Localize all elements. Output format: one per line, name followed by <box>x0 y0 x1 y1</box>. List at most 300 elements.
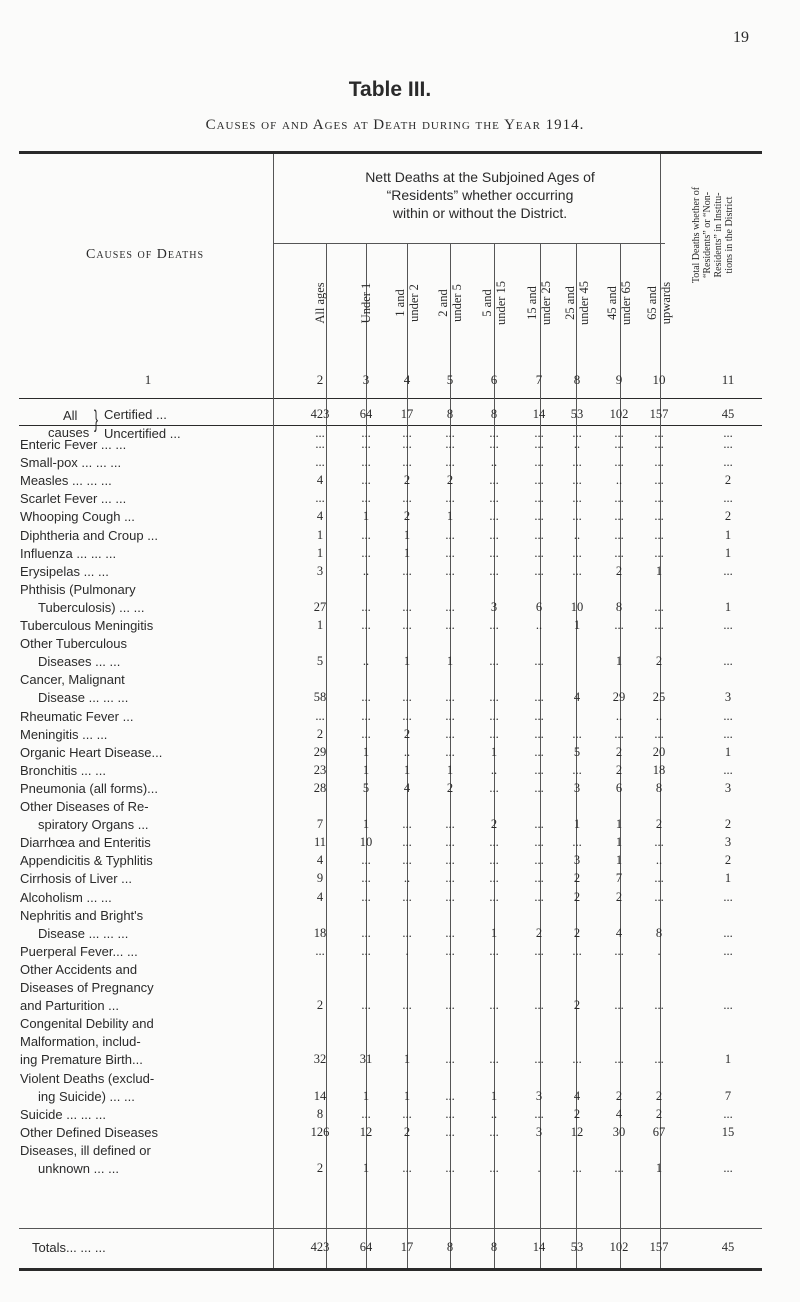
table-cell: ... <box>489 437 499 451</box>
table-cell: 14 <box>313 1088 327 1103</box>
table-cell: 1 <box>362 762 370 777</box>
table-cell: ... <box>534 871 544 886</box>
table-cell: 1 <box>724 527 732 542</box>
table-cell: .. <box>535 618 543 632</box>
row-label: Alcoholism ... ... <box>20 889 112 905</box>
age-column-header-line: All ages <box>313 282 327 324</box>
table-cell: 4 <box>573 1088 581 1103</box>
table-cell: ... <box>489 871 499 886</box>
table-cell: 23 <box>313 762 327 777</box>
table-cell: ... <box>445 1124 455 1139</box>
table-cell: ... <box>723 1161 733 1175</box>
table-cell: 3 <box>724 780 732 795</box>
table-cell: ... <box>723 925 733 940</box>
table-cell: ... <box>445 708 455 723</box>
table-cell: ... <box>361 426 371 440</box>
table-cell: 2 <box>724 817 732 832</box>
table-cell: ... <box>402 998 412 1013</box>
table-cell: .. <box>362 654 370 669</box>
column-number: 9 <box>615 372 623 387</box>
table-cell: 1 <box>615 654 623 669</box>
table-cell: 1 <box>362 1088 370 1103</box>
table-cell: ... <box>654 618 664 632</box>
row-label: Other Defined Diseases <box>20 1124 159 1140</box>
row-label: ing Premature Birth... <box>20 1052 143 1068</box>
table-cell: ... <box>489 1124 499 1139</box>
table-cell: ... <box>614 509 624 524</box>
table-cell: 1 <box>316 618 324 632</box>
table-cell: ... <box>445 491 455 506</box>
table-cell: ... <box>445 817 455 832</box>
table-cell: 2 <box>615 744 623 759</box>
table-cell: .. <box>573 437 581 451</box>
table-cell: ... <box>445 943 455 958</box>
table-cell: ... <box>534 491 544 506</box>
table-cell: 10 <box>570 599 584 614</box>
column-number: 5 <box>446 372 454 387</box>
row-label: Disease ... ... ... <box>38 925 129 941</box>
totals-cell: 423 <box>310 1240 330 1254</box>
table-cell: ... <box>723 1106 733 1121</box>
table-cell: ... <box>534 744 544 759</box>
table-cell: 31 <box>359 1052 373 1067</box>
table-cell: ... <box>723 998 733 1013</box>
table-cell: ... <box>489 545 499 560</box>
column-divider <box>273 154 274 1268</box>
table-cell: ... <box>534 1052 544 1067</box>
table-cell: 1 <box>446 654 454 669</box>
table-cell: ... <box>572 1052 582 1067</box>
table-cell: ... <box>361 943 371 958</box>
table-cell: 1 <box>615 853 623 868</box>
row-label: Disease ... ... ... <box>38 690 129 706</box>
table-cell: ... <box>534 708 544 723</box>
table-cell: ... <box>723 437 733 451</box>
table-cell: ... <box>445 1052 455 1067</box>
bottom-rule <box>19 1268 762 1271</box>
table-cell: ... <box>723 943 733 958</box>
table-cell: ... <box>534 998 544 1013</box>
table-cell: ... <box>614 943 624 958</box>
table-cell: ... <box>654 491 664 506</box>
table-cell: ... <box>402 817 412 832</box>
table-cell: 28 <box>313 780 327 795</box>
page-number: 19 <box>733 29 749 46</box>
table-cell: 2 <box>655 1106 663 1121</box>
table-cell: ... <box>445 437 455 451</box>
table-cell: 17 <box>400 407 414 421</box>
age-column-header-line: under 65 <box>619 280 633 326</box>
table-cell: ... <box>445 835 455 850</box>
table-cell: ... <box>614 455 624 470</box>
age-column-header <box>480 243 508 363</box>
table-cell: 2 <box>446 473 454 488</box>
table-cell: ... <box>361 708 371 723</box>
table-cell: ... <box>654 599 664 614</box>
table-cell: 6 <box>535 599 543 614</box>
row-label: Violent Deaths (exclud- <box>20 1070 155 1086</box>
row-label: Rheumatic Fever ... <box>20 708 134 724</box>
row-label: Scarlet Fever ... ... <box>20 491 127 507</box>
table-cell: 2 <box>316 998 324 1013</box>
column-number: 1 <box>144 372 152 387</box>
row-label: Other Diseases of Re- <box>20 799 149 814</box>
table-cell: 1 <box>362 817 370 832</box>
table-cell: .. <box>362 563 370 578</box>
totals-cell: 64 <box>359 1240 373 1254</box>
table-cell: ... <box>654 426 664 440</box>
table-cell: ... <box>534 563 544 578</box>
totals-cell: 45 <box>721 1240 735 1254</box>
table-cell: 29 <box>313 744 327 759</box>
table-cell: ... <box>723 455 733 470</box>
table-cell: 25 <box>652 690 666 705</box>
table-cell: ... <box>614 618 624 632</box>
table-cell: 1 <box>403 1052 411 1067</box>
table-cell: ... <box>572 762 582 777</box>
table-cell: ... <box>614 1161 624 1175</box>
table-cell: .. <box>490 762 498 777</box>
table-cell: ... <box>361 545 371 560</box>
table-cell: 1 <box>724 1052 732 1067</box>
table-cell: 102 <box>609 407 629 421</box>
table-cell: .. <box>615 473 623 488</box>
totals-top-rule <box>19 1228 762 1229</box>
table-cell: ... <box>723 654 733 669</box>
table-cell: 2 <box>316 1161 324 1175</box>
nett-line-2: “Residents” whether occurring <box>386 187 574 203</box>
table-cell: ... <box>402 455 412 470</box>
totals-cell: 157 <box>649 1240 669 1254</box>
row-label: Other Tuberculous <box>20 636 127 652</box>
table-cell: ... <box>614 726 624 741</box>
table-title: Table III. <box>348 78 432 101</box>
table-cell: ... <box>402 491 412 506</box>
total-line-3: Residents” in Institu- <box>713 192 724 278</box>
totals-cell: 53 <box>570 1240 584 1254</box>
table-cell: ... <box>361 925 371 940</box>
age-column-header-line: 65 and <box>645 286 659 320</box>
table-cell: ... <box>572 943 582 958</box>
table-cell: ... <box>361 690 371 705</box>
table-cell: 2 <box>573 889 581 904</box>
table-cell: 423 <box>310 407 330 421</box>
table-cell: 5 <box>573 744 581 759</box>
table-cell: ... <box>489 726 499 741</box>
top-rule <box>19 151 762 154</box>
table-cell: ... <box>361 437 371 451</box>
table-cell: .. <box>490 1106 498 1121</box>
table-cell: ... <box>572 835 582 850</box>
age-column-header-line: 45 and <box>605 286 619 320</box>
table-cell: 1 <box>403 654 411 669</box>
row-label: and Parturition ... <box>20 998 119 1014</box>
table-cell: ... <box>445 925 455 940</box>
row-label: Tuberculous Meningitis <box>20 618 154 633</box>
table-cell: 1 <box>573 618 581 632</box>
table-cell: 1 <box>490 1088 498 1103</box>
table-cell: 3 <box>724 835 732 850</box>
age-column-header <box>645 243 673 363</box>
table-cell: ... <box>402 853 412 868</box>
table-cell: ... <box>534 437 544 451</box>
table-cell: ... <box>315 437 325 451</box>
table-cell: ... <box>654 726 664 741</box>
table-cell: ... <box>723 563 733 578</box>
table-cell: 1 <box>490 744 498 759</box>
table-cell: 8 <box>446 407 454 421</box>
table-cell: 2 <box>573 871 581 886</box>
table-cell: ... <box>572 455 582 470</box>
table-cell: ... <box>614 426 624 440</box>
table-cell: ... <box>534 780 544 795</box>
table-cell: 1 <box>446 509 454 524</box>
table-cell: 5 <box>316 654 324 669</box>
total-line-2: “Residents” or “Non- <box>702 191 713 279</box>
table-cell: ... <box>315 455 325 470</box>
table-cell: 2 <box>615 762 623 777</box>
table-cell: ... <box>445 1106 455 1121</box>
table-cell: ... <box>445 455 455 470</box>
table-cell: 2 <box>655 1088 663 1103</box>
table-cell: 45 <box>721 407 735 421</box>
table-cell: ... <box>489 1052 499 1067</box>
age-column-header <box>605 243 633 363</box>
table-cell: .. <box>403 871 411 886</box>
table-cell: ... <box>614 545 624 560</box>
table-cell: 2 <box>724 853 732 868</box>
table-cell: 14 <box>532 407 546 421</box>
table-cell: 58 <box>313 690 327 705</box>
table-cell: 2 <box>655 654 663 669</box>
table-cell: ... <box>723 426 733 440</box>
table-cell: 4 <box>316 853 324 868</box>
row-label: Diarrhœa and Enteritis <box>20 835 151 851</box>
age-column-header-line: Under 1 <box>359 282 373 324</box>
table-cell: ... <box>361 473 371 488</box>
table-cell: 4 <box>573 690 581 705</box>
table-cell: ... <box>614 491 624 506</box>
table-cell: 2 <box>615 563 623 578</box>
table-cell: 1 <box>724 871 732 886</box>
table-cell: ... <box>402 599 412 614</box>
row-label: Phthisis (Pulmonary <box>20 581 136 597</box>
table-cell: ... <box>361 871 371 886</box>
table-cell: ... <box>572 473 582 488</box>
nett-line-3: within or without the District. <box>392 205 568 221</box>
table-cell: ... <box>445 1161 455 1175</box>
table-cell: ... <box>489 835 499 850</box>
table-cell: ... <box>402 1161 412 1175</box>
table-cell: ... <box>361 726 371 741</box>
table-cell: ... <box>361 599 371 614</box>
row-label: Meningitis ... ... <box>20 726 108 742</box>
table-cell: ... <box>315 491 325 506</box>
age-column-header-line: upwards <box>659 281 673 325</box>
totals-label: Totals... ... ... <box>32 1240 106 1255</box>
table-cell: 1 <box>446 762 454 777</box>
totals-cell: 14 <box>532 1240 546 1254</box>
table-cell: ... <box>614 437 624 451</box>
age-column-header-line: 1 and <box>393 289 407 317</box>
table-cell: ... <box>614 1052 624 1067</box>
table-cell: ... <box>614 998 624 1013</box>
table-cell: 157 <box>649 407 669 421</box>
row-label: Diseases of Pregnancy <box>20 980 154 995</box>
table-cell: ... <box>534 527 544 542</box>
table-cell: 4 <box>316 889 324 904</box>
row-label: Congenital Debility and <box>20 1016 154 1032</box>
table-cell: 10 <box>359 835 373 850</box>
table-cell: ... <box>534 817 544 832</box>
table-cell: ... <box>489 889 499 904</box>
age-column-header <box>436 243 464 363</box>
table-cell: ... <box>445 690 455 705</box>
table-cell: 2 <box>403 473 411 488</box>
table-cell: 2 <box>573 925 581 940</box>
all-causes-prefix-bottom: causes <box>48 425 90 440</box>
table-cell: ... <box>361 618 371 632</box>
table-cell: 3 <box>535 1124 543 1139</box>
table-cell: 1 <box>403 527 411 542</box>
table-cell: ... <box>361 889 371 904</box>
table-cell: ... <box>534 473 544 488</box>
table-cell: 27 <box>313 599 327 614</box>
table-cell: 67 <box>652 1124 666 1139</box>
totals-cell: 17 <box>400 1240 414 1254</box>
table-cell: 7 <box>724 1088 732 1103</box>
table-cell: 4 <box>615 925 623 940</box>
totals-cell: 8 <box>490 1240 498 1254</box>
table-cell: ... <box>445 426 455 440</box>
age-column-header-line: 15 and <box>525 286 539 320</box>
table-cell: ... <box>534 545 544 560</box>
table-cell: 1 <box>403 762 411 777</box>
table-cell: 2 <box>535 925 543 940</box>
row-label: Measles ... ... ... <box>20 473 112 489</box>
table-cell: ... <box>654 509 664 524</box>
row-label: unknown ... ... <box>38 1161 119 1176</box>
table-cell: ... <box>534 762 544 777</box>
table-cell: 2 <box>316 726 324 741</box>
row-label: Whooping Cough ... <box>20 509 135 525</box>
table-cell: 53 <box>570 407 584 421</box>
table-cell: 15 <box>721 1124 735 1139</box>
total-line-1: Total Deaths whether of <box>691 186 702 284</box>
table-cell: ... <box>445 871 455 886</box>
table-cell: 20 <box>652 744 666 759</box>
table-cell: ... <box>445 726 455 741</box>
table-cell: ... <box>654 437 664 451</box>
header-bottom-rule <box>19 398 762 399</box>
row-label: Influenza ... ... ... <box>20 545 117 561</box>
row-label: Appendicitis & Typhlitis <box>20 853 153 869</box>
table-cell: 18 <box>652 762 666 777</box>
table-cell: ... <box>572 509 582 524</box>
table-cell: 3 <box>573 853 581 868</box>
table-cell: ... <box>654 473 664 488</box>
all-causes-brace: } <box>94 406 99 433</box>
table-cell: ... <box>489 491 499 506</box>
table-cell: ... <box>723 726 733 741</box>
row-label: Malformation, includ- <box>20 1034 141 1050</box>
table-cell: ... <box>402 437 412 451</box>
age-column-header-line: under 15 <box>494 280 508 326</box>
table-cell: 1 <box>724 599 732 614</box>
table-cell: 1 <box>724 545 732 560</box>
row-label: Cancer, Malignant <box>20 672 125 688</box>
table-cell: ... <box>534 835 544 850</box>
table-cell: . <box>657 943 661 958</box>
table-cell: 2 <box>403 726 411 741</box>
table-cell: 2 <box>615 889 623 904</box>
table-cell: ... <box>534 1106 544 1121</box>
table-cell: ... <box>361 527 371 542</box>
table-cell: 18 <box>313 925 327 940</box>
table-cell: ... <box>654 527 664 542</box>
table-cell: ... <box>654 835 664 850</box>
column-number: 11 <box>721 372 735 387</box>
table-cell: ... <box>489 563 499 578</box>
table-cell: ... <box>361 455 371 470</box>
row-label: Enteric Fever ... ... <box>20 437 127 452</box>
table-cell: 1 <box>362 744 370 759</box>
table-cell: ... <box>572 426 582 440</box>
table-cell: 8 <box>655 780 663 795</box>
table-cell: ... <box>654 1052 664 1067</box>
table-cell: 30 <box>612 1124 626 1139</box>
table-cell: ... <box>402 618 412 632</box>
table-cell: 29 <box>612 690 626 705</box>
table-cell: 126 <box>310 1124 330 1139</box>
table-cell: 2 <box>724 509 732 524</box>
table-cell: ... <box>572 563 582 578</box>
table-cell: 1 <box>316 545 324 560</box>
row-label: spiratory Organs ... <box>38 817 149 833</box>
row-label: Organic Heart Disease... <box>20 744 163 760</box>
age-column-header-line: 2 and <box>436 289 450 317</box>
age-column-header-line: under 45 <box>577 280 591 326</box>
table-cell: ... <box>534 943 544 958</box>
table-cell: ... <box>572 726 582 741</box>
table-cell: .. <box>655 708 663 723</box>
table-cell: ... <box>723 889 733 904</box>
table-cell: ... <box>489 527 499 542</box>
age-column-header-line: 5 and <box>480 289 494 317</box>
table-cell: .. <box>490 455 498 470</box>
table-cell: ... <box>402 889 412 904</box>
table-cell: ... <box>489 853 499 868</box>
column-number: 2 <box>316 372 324 387</box>
table-cell: 1 <box>615 835 623 850</box>
table-cell: 1 <box>403 545 411 560</box>
table-cell: ... <box>489 654 499 669</box>
table-cell: 3 <box>316 563 324 578</box>
table-cell: ... <box>534 426 544 440</box>
table-cell: 2 <box>724 473 732 488</box>
table-cell: ... <box>572 491 582 506</box>
row-label: Suicide ... ... ... <box>20 1106 106 1122</box>
row-label: Small-pox ... ... ... <box>20 455 122 471</box>
table-cell: ... <box>361 1106 371 1121</box>
table-subtitle: Causes of and Ages at Death during the Year 1914. <box>205 117 585 133</box>
table-cell: ... <box>445 1088 455 1103</box>
causes-header: Causes of Deaths <box>85 247 205 262</box>
table-cell: 2 <box>446 780 454 795</box>
total-deaths-header <box>691 145 735 325</box>
table-cell: 2 <box>490 817 498 832</box>
table-cell: ... <box>489 943 499 958</box>
